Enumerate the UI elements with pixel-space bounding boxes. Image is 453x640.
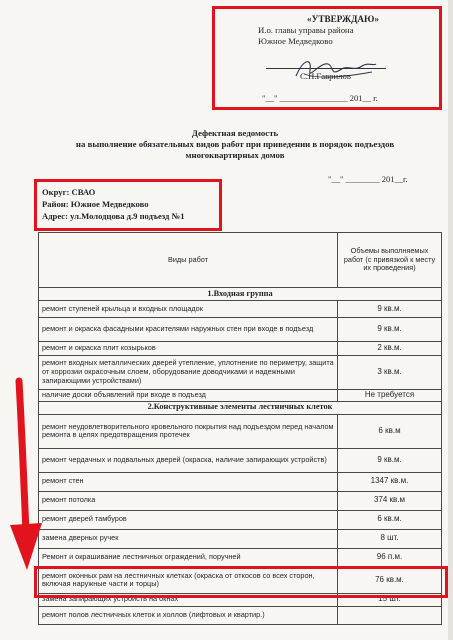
volume-cell: 6 кв.м. (338, 510, 442, 529)
work-cell: ремонт дверей тамбуров (39, 510, 338, 529)
address-district: Округ: СВАО (42, 187, 96, 197)
volume-cell: 9 кв.м. (338, 448, 442, 472)
table-row (39, 390, 442, 402)
volume-cell: 15 шт. (338, 593, 442, 606)
address-block (42, 186, 185, 222)
address-street: Адрес: ул.Молодцова д.9 подъезд №1 (42, 211, 185, 221)
volume-cell: 374 кв.м (338, 491, 442, 510)
work-cell: наличие доски объявлений при входе в подъезд (39, 390, 338, 402)
address-area: Район: Южное Медведково (42, 199, 149, 209)
work-cell: ремонт и окраска фасадными красителями наружных стен при входе в подъезд (39, 318, 338, 342)
work-cell: ремонт входных металлических дверей утепление, уплотнение по периметру, защита от коррозии окрасочным слоем, оборудование доводчиками и надежными запирающими устройствами) (39, 356, 338, 390)
red-arrow-icon (4, 375, 48, 575)
table-header-row (39, 233, 442, 288)
work-cell: ремонт и окраска плит козырьков (39, 342, 338, 356)
volume-cell: 9 кв.м. (338, 318, 442, 342)
volume-cell: 9 кв.м. (338, 301, 442, 318)
section-title: 2.Конструктивные элементы лестничных клеток (39, 401, 442, 414)
work-cell: ремонт стен (39, 472, 338, 491)
volume-cell (338, 606, 442, 624)
work-cell: ремонт ступеней крыльца и входных площадок (39, 301, 338, 318)
document-title (40, 128, 430, 161)
table-row (39, 472, 442, 491)
volume-cell: 96 п.м. (338, 548, 442, 567)
scan-edge (448, 0, 453, 640)
volume-cell: 8 шт. (338, 529, 442, 548)
approval-block (258, 14, 428, 47)
approval-title: «УТВЕРЖДАЮ» (307, 14, 379, 24)
table-row (39, 491, 442, 510)
window-frames-highlight-box (34, 566, 448, 598)
volume-cell: 76 кв.м. (338, 567, 442, 593)
volume-cell: Не требуется (338, 390, 442, 402)
table-row (39, 510, 442, 529)
work-cell: Ремонт и окрашивание лестничных ограждений, поручней (39, 548, 338, 567)
work-cell: ремонт потолка (39, 491, 338, 510)
title-line-3: многоквартирных домов (185, 150, 285, 160)
table-row (39, 414, 442, 448)
volume-cell: 2 кв.м. (338, 342, 442, 356)
table-row (39, 606, 442, 624)
work-cell: замена дверных ручек (39, 529, 338, 548)
volume-cell: 3 кв.м. (338, 356, 442, 390)
table-row (39, 356, 442, 390)
approval-signer: С.Н.Гаврилов (300, 71, 351, 81)
approval-position: И.о. главы управы района (258, 25, 354, 35)
document-date: "__" ________ 201__г. (328, 174, 408, 184)
table-row (39, 318, 442, 342)
volume-cell: 6 кв.м (338, 414, 442, 448)
header-works: Виды работ (39, 233, 338, 288)
work-cell: замена запирающих устройств на окнах (39, 593, 338, 606)
approval-district: Южное Медведково (258, 36, 333, 46)
work-cell: ремонт оконных рам на лестничных клетках (окраска от откосов со всех сторон, включая наружные части и торцы) (39, 567, 338, 593)
title-line-1: Дефектная ведомость (191, 128, 279, 138)
table-row (39, 342, 442, 356)
table-row (39, 448, 442, 472)
title-line-2: на выполнение обязательных видов работ при приведении в порядок подъездов (75, 139, 395, 149)
table-row (39, 548, 442, 567)
header-volume: Объемы выполняемых работ (с привязкой к месту их проведения) (338, 233, 442, 288)
section-title: 1.Входная группа (39, 288, 442, 301)
table-row (39, 529, 442, 548)
work-cell: ремонт полов лестничных клеток и холлов (лифтовых и квартир.) (39, 606, 338, 624)
section-row (39, 288, 442, 301)
approval-date: "__" ________________ 201__ г. (262, 93, 378, 103)
work-cell: ремонт неудовлетворительного кровельного покрытия над подъездом перед началом ремонта в целях предотвращения протечек (39, 414, 338, 448)
section-row (39, 401, 442, 414)
volume-cell: 1347 кв.м. (338, 472, 442, 491)
table-row (39, 301, 442, 318)
work-cell: ремонт чердачных и подвальных дверей (окраска, наличие запирающих устройств) (39, 448, 338, 472)
